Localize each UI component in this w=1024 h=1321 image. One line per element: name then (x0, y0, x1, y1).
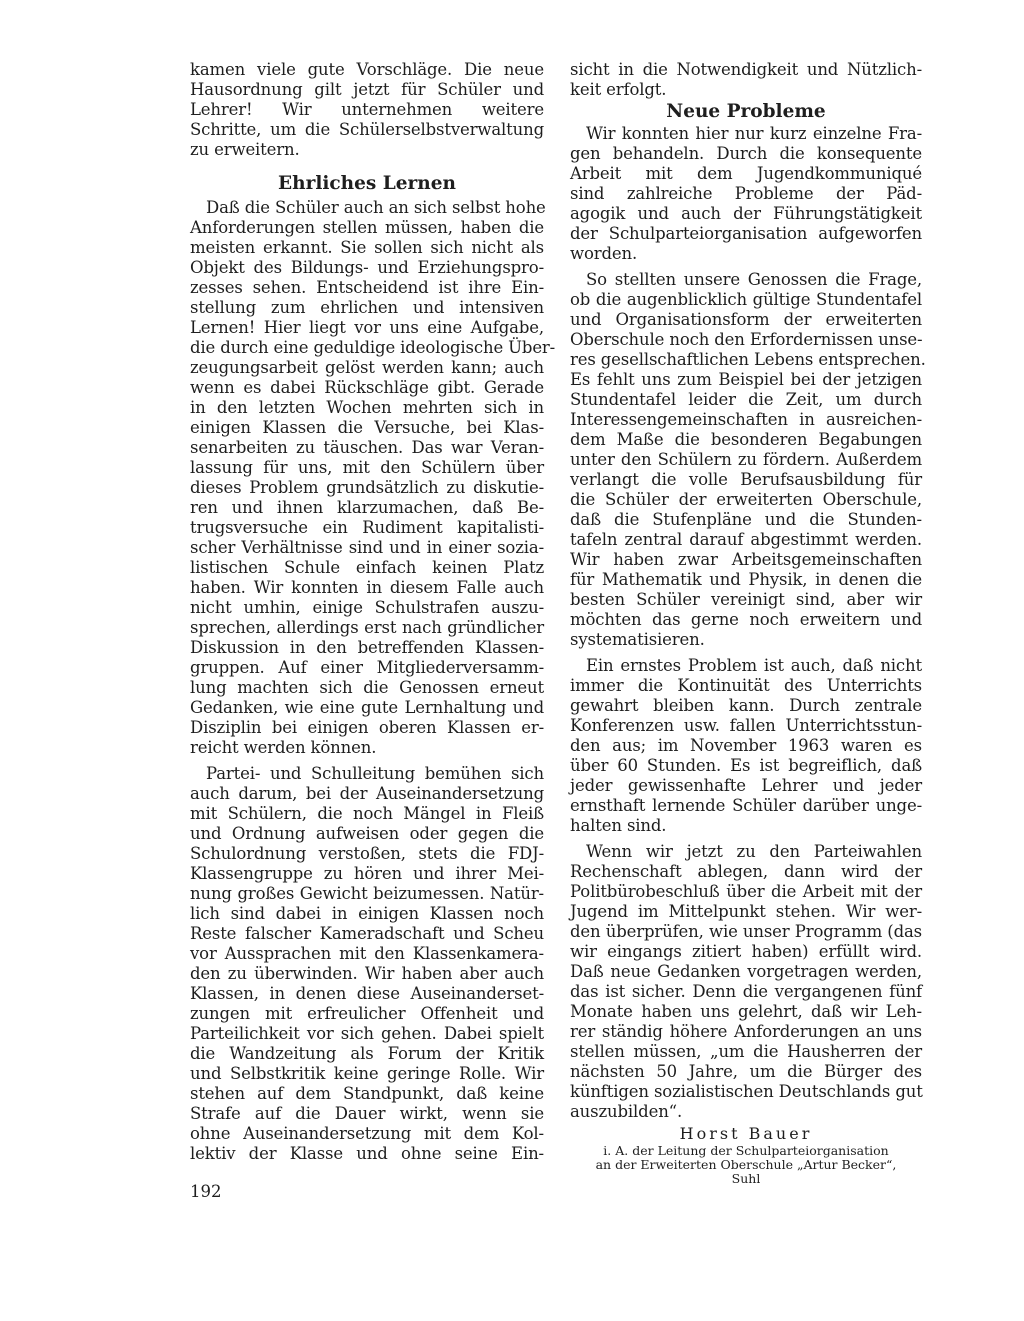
text-line: Monate haben uns gelehrt, daß wir Leh- (570, 1002, 922, 1021)
text-line: die Schüler der erweiterten Oberschule, (570, 490, 922, 509)
affiliation-line: i. A. der Leitung der Schulparteiorganisation (603, 1143, 889, 1158)
text-line: listischen Schule einfach keinen Platz (190, 558, 544, 577)
paragraph (570, 656, 922, 836)
text-line: tafeln zentral darauf abgestimmt werden. (570, 530, 922, 549)
text-line: systematisieren. (570, 630, 705, 649)
text-line: Es fehlt uns zum Beispiel bei der jetzigen (570, 370, 922, 389)
text-line: stellung zum ehrlichen und intensiven (190, 298, 544, 317)
text-line: gruppen. Auf einer Mitgliederversamm- (190, 658, 544, 677)
text-line: Wir haben zwar Arbeitsgemeinschaften (570, 550, 922, 569)
text-line: auszubilden“. (570, 1102, 683, 1121)
text-line: zesses sehen. Entscheidend ist ihre Ein- (190, 278, 544, 297)
text-line: unter den Schülern zu fördern. Außerdem (570, 450, 922, 469)
paragraph (570, 60, 922, 100)
text-line: über 60 Stunden. Es ist begreiflich, daß (570, 756, 922, 775)
text-line: Konferenzen usw. fallen Unterrichtsstun- (570, 716, 922, 735)
text-line: Gedanken, wie eine gute Lernhaltung und (190, 698, 544, 717)
text-line: sprechen, allerdings erst nach gründlicher (190, 618, 544, 637)
text-line: agogik und auch der Führungstätigkeit (570, 204, 922, 223)
text-line: für Mathematik und Physik, in denen die (570, 570, 922, 589)
text-line: Wir konnten hier nur kurz einzelne Fra- (586, 124, 922, 143)
text-line: möchten das gerne noch erweitern und (570, 610, 922, 629)
text-line: zeugungsarbeit gelöst werden kann; auch (190, 358, 544, 377)
affiliation-line: Suhl (731, 1171, 761, 1186)
text-line: ohne Auseinandersetzung mit dem Kol- (190, 1124, 544, 1143)
text-line: Ein ernstes Problem ist auch, daß nicht (586, 656, 922, 675)
text-line: Daß neue Gedanken vorgetragen werden, (570, 962, 922, 981)
text-line: trugsversuche ein Rudiment kapitalisti- (190, 518, 544, 537)
right-column (570, 60, 926, 1186)
text-line: stellen müssen, „um die Hausherren der (570, 1042, 922, 1061)
text-line: den zu überwinden. Wir haben aber auch (190, 964, 544, 983)
text-line: nicht umhin, einige Schulstrafen auszu- (190, 598, 544, 617)
text-line: Anforderungen stellen müssen, haben die (190, 218, 544, 237)
section-heading: Ehrliches Lernen (278, 173, 456, 194)
paragraph (570, 842, 922, 1122)
text-line: der Schulparteiorganisation aufgeworfen (570, 224, 922, 243)
text-line: das ist sicher. Denn die vergangenen fünf (570, 982, 922, 1001)
paragraph (570, 270, 926, 650)
text-line: Klassengruppe zu hören und ihrer Mei- (190, 864, 544, 883)
text-line: jeder gewissenhafte Lehrer und jeder (570, 776, 922, 795)
paragraph (570, 124, 922, 264)
text-line: nächsten 50 Jahre, um die Bürger des (570, 1062, 922, 1081)
paragraph (190, 198, 556, 758)
text-line: einigen Klassen die Versuche, bei Klas- (190, 418, 544, 437)
page-number: 192 (190, 1182, 222, 1201)
text-line: meisten erkannt. Sie sollen sich nicht als (190, 238, 544, 257)
text-line: haben. Wir konnten in diesem Falle auch (190, 578, 544, 597)
text-line: Parteilichkeit vor sich gehen. Dabei spielt (190, 1024, 544, 1043)
text-line: und Organisationsform der erweiterten (570, 310, 922, 329)
text-line: wenn es dabei Rückschläge gibt. Gerade (190, 378, 544, 397)
text-line: Rechenschaft ablegen, dann wird der (570, 862, 922, 881)
text-line: auch darum, bei der Auseinandersetzung (190, 784, 544, 803)
text-line: senarbeiten zu täuschen. Das war Veran- (190, 438, 544, 457)
text-line: Objekt des Bildungs- und Erziehungspro- (190, 258, 544, 277)
text-line: den aus; im November 1963 waren es (570, 736, 922, 755)
text-line: rer ständig höhere Anforderungen an uns (570, 1022, 922, 1041)
text-line: vor Aussprachen mit den Klassenkamera- (190, 944, 544, 963)
text-line: die Wandzeitung als Forum der Kritik (190, 1044, 544, 1063)
text-line: Daß die Schüler auch an sich selbst hohe (206, 198, 546, 217)
text-line: Jugend im Mittelpunkt stehen. Wir wer- (570, 902, 922, 921)
text-line: stehen auf dem Standpunkt, daß keine (190, 1084, 544, 1103)
text-line: kamen viele gute Vorschläge. Die neue (190, 60, 544, 79)
text-line: worden. (570, 244, 638, 263)
text-line: sicht in die Notwendigkeit und Nützlich- (570, 60, 922, 79)
text-line: Arbeit mit dem Jugendkommuniqué (570, 164, 922, 183)
text-line: ernsthaft lernende Schüler darüber unge- (570, 796, 922, 815)
text-line: Lehrer! Wir unternehmen weitere (190, 100, 544, 119)
text-line: Klassen, in denen diese Auseinanderset- (190, 984, 544, 1003)
text-line: in den letzten Wochen mehrten sich in (190, 398, 544, 417)
affiliation-line: an der Erweiterten Oberschule „Artur Becker“, (595, 1157, 897, 1172)
author-name: Horst Bauer (679, 1124, 813, 1143)
text-line: wir eingangs zitiert haben) erfüllt wird. (570, 942, 922, 961)
text-line: künftigen sozialistischen Deutschlands gut (570, 1082, 923, 1101)
text-line: keit erfolgt. (570, 80, 667, 99)
text-line: sind zahlreiche Probleme der Päd- (570, 184, 922, 203)
text-line: dem Maße die besonderen Begabungen (570, 430, 922, 449)
left-column (190, 60, 556, 1164)
text-line: die durch eine geduldige ideologische Über- (190, 338, 556, 357)
text-line: Diskussion in den betreffenden Klassen- (190, 638, 544, 657)
text-line: nung großes Gewicht beizumessen. Natür- (190, 884, 544, 903)
text-line: scher Verhältnisse sind und in einer sozia- (190, 538, 544, 557)
text-line: Oberschule noch den Erfordernissen unse- (570, 330, 923, 349)
text-line: besten Schüler vereinigt sind, aber wir (570, 590, 922, 609)
text-line: zu erweitern. (190, 140, 300, 159)
text-line: Schulordnung verstoßen, stets die FDJ- (190, 844, 544, 863)
text-line: daß die Stufenpläne und die Stunden- (570, 510, 922, 529)
text-line: ob die augenblicklich gültige Stundentafel (570, 290, 922, 309)
text-line: res gesellschaftlichen Lebens entsprechen. (570, 350, 926, 369)
text-line: reicht werden können. (190, 738, 377, 757)
text-line: immer die Kontinuität des Unterrichts (570, 676, 922, 695)
text-line: lassung für uns, mit den Schülern über (190, 458, 544, 477)
text-line: Lernen! Hier liegt vor uns eine Aufgabe, (190, 318, 544, 337)
text-line: Schritte, um die Schülerselbstverwaltung (190, 120, 544, 139)
text-line: Strafe auf die Dauer wirkt, wenn sie (190, 1104, 544, 1123)
text-line: zungen mit erfreulicher Offenheit und (190, 1004, 544, 1023)
paragraph (190, 764, 544, 1164)
text-line: So stellten unsere Genossen die Frage, (586, 270, 922, 289)
text-line: ren und ihnen klarzumachen, daß Be- (190, 498, 544, 517)
text-line: Stundentafel leider die Zeit, um durch (570, 390, 922, 409)
text-line: Disziplin bei einigen oberen Klassen er- (190, 718, 544, 737)
paragraph (190, 60, 544, 160)
text-line: Interessengemeinschaften in ausreichen- (570, 410, 922, 429)
text-line: und Selbstkritik keine geringe Rolle. Wir (190, 1064, 544, 1083)
text-line: Politbürobeschluß über die Arbeit mit der (570, 882, 922, 901)
text-line: Hausordnung gilt jetzt für Schüler und (190, 80, 544, 99)
text-line: Wenn wir jetzt zu den Parteiwahlen (586, 842, 922, 861)
text-line: und Ordnung aufweisen oder gegen die (190, 824, 544, 843)
text-line: verlangt die volle Berufsausbildung für (570, 470, 922, 489)
text-line: gewahrt bleiben kann. Durch zentrale (570, 696, 922, 715)
text-line: mit Schülern, die noch Mängel in Fleiß (190, 804, 544, 823)
text-line: Reste falscher Kameradschaft und Scheu (190, 924, 544, 943)
text-line: lich sind dabei in einigen Klassen noch (190, 904, 544, 923)
text-line: den überprüfen, wie unser Programm (das (570, 922, 922, 941)
text-line: halten sind. (570, 816, 667, 835)
text-line: dieses Problem grundsätzlich zu diskutie- (190, 478, 544, 497)
text-line: lektiv der Klasse und ohne seine Ein- (190, 1144, 544, 1163)
author-affiliation (570, 1144, 922, 1186)
text-line: Partei- und Schulleitung bemühen sich (206, 764, 544, 783)
text-line: lung machten sich die Genossen erneut (190, 678, 544, 697)
section-heading: Neue Probleme (666, 101, 826, 122)
text-line: gen behandeln. Durch die konsequente (570, 144, 922, 163)
